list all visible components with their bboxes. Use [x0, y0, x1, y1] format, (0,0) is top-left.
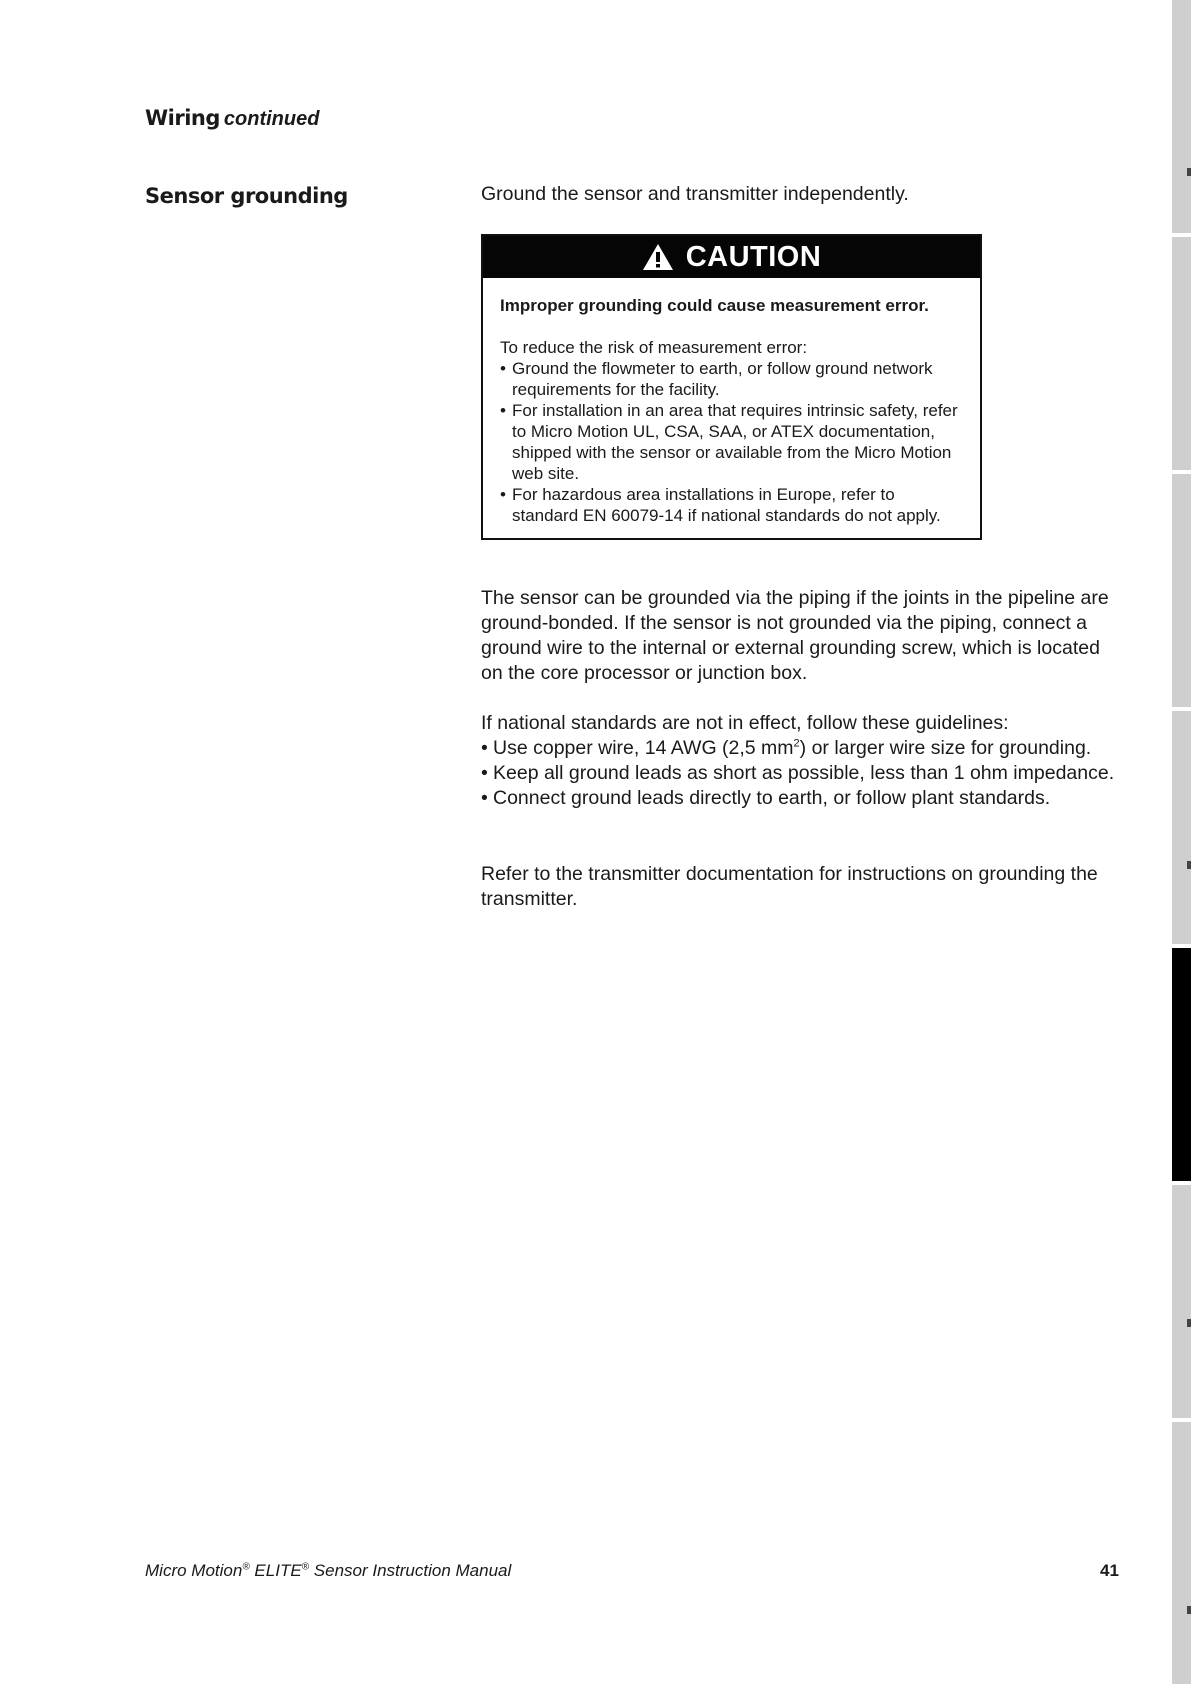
section-heading: [145, 104, 319, 133]
registered-mark: ®: [301, 1561, 310, 1573]
bullet-dot: •: [500, 401, 506, 420]
guideline-item: [481, 786, 1121, 811]
guideline-text: Connect ground leads directly to earth, or follow plant standards.: [493, 787, 1051, 809]
section-heading-continued: continued: [223, 108, 320, 130]
registered-mark: ®: [242, 1561, 250, 1573]
guideline-item: [481, 761, 1121, 786]
footer-brand: Micro Motion: [145, 1561, 243, 1580]
caution-bullet: [500, 484, 964, 526]
superscript: 2: [793, 737, 800, 750]
bullet-dot: •: [500, 359, 506, 378]
chapter-tab[interactable]: [1172, 1185, 1191, 1418]
chapter-tab[interactable]: [1172, 0, 1191, 233]
guidelines-list: [481, 736, 1121, 811]
section-heading-title: Wiring: [145, 106, 220, 130]
caution-bullet: [500, 358, 964, 400]
caution-bullet-text: For installation in an area that requires intrinsic safety, refer to Micro Motion UL, CSA, SAA, or ATEX documentation, shipped with the sensor or available from the Micro Motion web site.: [512, 401, 958, 483]
grounding-paragraph: The sensor can be grounded via the piping if the joints in the pipeline are ground-bonded. If the sensor is not grounded via the piping, connect a ground wire to the internal or external grounding screw, which is located on the core processor or junction box.: [481, 587, 1109, 684]
footer-rest: Sensor Instruction Manual: [313, 1561, 512, 1580]
footer-title: [145, 1560, 511, 1582]
chapter-tab[interactable]: [1172, 237, 1191, 470]
caution-header: [483, 236, 980, 278]
caution-label: CAUTION: [685, 240, 822, 273]
caution-content: [483, 278, 980, 526]
caution-bullet: [500, 400, 964, 484]
caution-bullet-text: Ground the flowmeter to earth, or follow ground network requirements for the facility.: [512, 359, 933, 399]
guideline-item: [481, 736, 1121, 761]
bullet-dot: •: [481, 737, 488, 759]
guidelines-block: [481, 711, 1121, 811]
caution-bullets: [500, 358, 964, 526]
guideline-text: Keep all ground leads as short as possible, less than 1 ohm impedance.: [493, 762, 1115, 784]
intro-text: Ground the sensor and transmitter independently.: [481, 183, 909, 205]
guideline-text: Use copper wire, 14 AWG (2,5 mm: [493, 737, 794, 759]
chapter-tab[interactable]: [1172, 711, 1191, 944]
guidelines-intro: If national standards are not in effect, follow these guidelines:: [481, 712, 1009, 734]
bullet-dot: •: [500, 485, 506, 504]
warning-triangle-icon: [642, 243, 674, 271]
chapter-tab-active[interactable]: [1172, 948, 1191, 1181]
caution-box: [481, 234, 982, 540]
page-number: 41: [1100, 1561, 1119, 1580]
bullet-dot: •: [481, 762, 488, 784]
chapter-tab[interactable]: [1172, 474, 1191, 707]
guideline-text: ) or larger wire size for grounding.: [799, 737, 1092, 759]
footer-product: ELITE: [254, 1561, 302, 1580]
caution-lead: Improper grounding could cause measurement error.: [500, 296, 929, 315]
bullet-dot: •: [481, 787, 488, 809]
caution-sub: To reduce the risk of measurement error:: [500, 338, 808, 357]
chapter-tab[interactable]: [1172, 1422, 1191, 1684]
caution-bullet-text: For hazardous area installations in Europe, refer to standard EN 60079-14 if national standards do not apply.: [512, 485, 941, 525]
transmitter-paragraph: Refer to the transmitter documentation for instructions on grounding the transmitter.: [481, 863, 1098, 910]
side-title: Sensor grounding: [145, 184, 348, 208]
chapter-tab-strip: [1172, 0, 1191, 1684]
